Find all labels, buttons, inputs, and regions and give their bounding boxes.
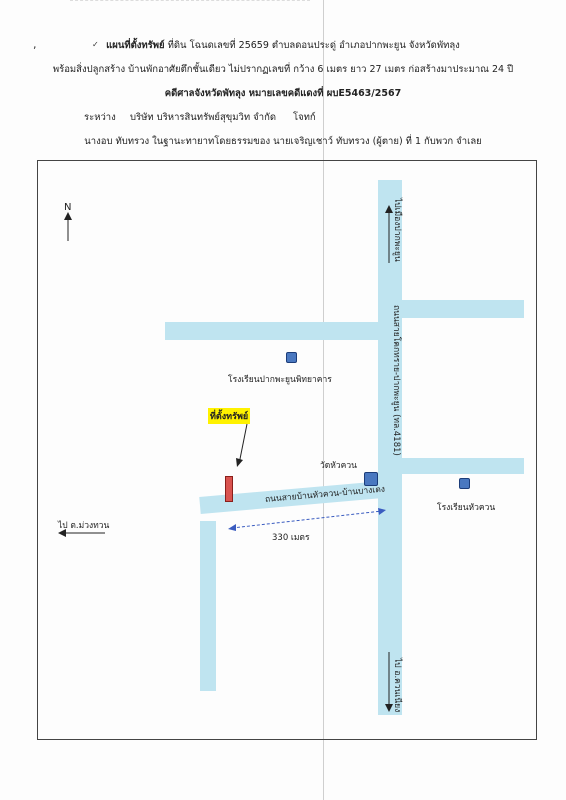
scan-mark: , <box>33 38 37 51</box>
north-label: N <box>64 202 72 213</box>
between-label: ระหว่าง <box>84 112 116 123</box>
to-muangtuan-label: ไป ต.ม่วงทวน <box>58 521 110 531</box>
case-number: คดีศาลจังหวัดพัทลุง หมายเลขคดีแดงที่ ผบE5463/2567 <box>164 88 402 99</box>
school-pakphayun-icon <box>286 352 297 363</box>
school-pakphayun-label: โรงเรียนปากพะยูนพิทยาคาร <box>228 375 332 385</box>
plaintiff-name: บริษัท บริหารสินทรัพย์สุขุมวิท จำกัด <box>130 112 276 123</box>
arrow-west-icon <box>58 528 106 538</box>
road-west-upper <box>165 322 378 340</box>
temple-label: วัดหัวควน <box>320 461 357 471</box>
header-deed: ที่ดิน โฉนดเลขที่ 25659 ตำบลดอนประดู่ อำเภอปากพะยูน จังหวัดพัทลุง <box>164 40 460 51</box>
road-east-lower <box>402 458 524 474</box>
scan-artifact-line <box>70 0 310 1</box>
school-huakhuan-icon <box>459 478 470 489</box>
highway-label: ถนนสายโคกทราย-ปากพะยูน (ทล.4181) <box>391 305 401 456</box>
road-south-branch <box>200 521 216 691</box>
arrow-south-icon <box>383 650 395 712</box>
north-arrow-icon <box>63 212 73 242</box>
map-frame <box>37 160 537 740</box>
header-line-1 <box>0 38 566 53</box>
road-east-upper <box>402 300 524 318</box>
plaintiff-label: โจทก์ <box>293 112 316 123</box>
scan-mark: ✓ <box>92 40 99 49</box>
to-pakphayun-label: ไปเมืองปากพะยูน <box>392 198 402 262</box>
defendant-line: นางอบ ทับทรวง ในฐานะทายาทโดยธรรมของ นายเจริญเชาว์ ทับทรวง (ผู้ตาย) ที่ 1 กับพวก จำเลย <box>84 136 482 147</box>
school-huakhuan-label: โรงเรียนหัวควน <box>437 503 496 513</box>
header-line-3 <box>0 86 566 101</box>
road-name-label: ถนนสายบ้านหัวควน-บ้านบางเตง <box>264 484 386 505</box>
header-line-2: พร้อมสิ่งปลูกสร้าง บ้านพักอาศัยตึกชั้นเดียว ไม่ปรากฏเลขที่ กว้าง 6 เมตร ยาว 27 เมตร ก่อสร้างมาประมาณ 24 ปี <box>52 64 514 75</box>
distance-label: 330 เมตร <box>272 533 310 543</box>
property-marker <box>225 476 233 502</box>
to-khuanniang-label: ไป อ.ควนเนียง <box>392 658 402 713</box>
property-tag: ที่ตั้งทรัพย์ <box>208 408 250 424</box>
header-title: แผนที่ตั้งทรัพย์ <box>106 40 165 51</box>
pointer-arrow-icon <box>235 422 265 468</box>
